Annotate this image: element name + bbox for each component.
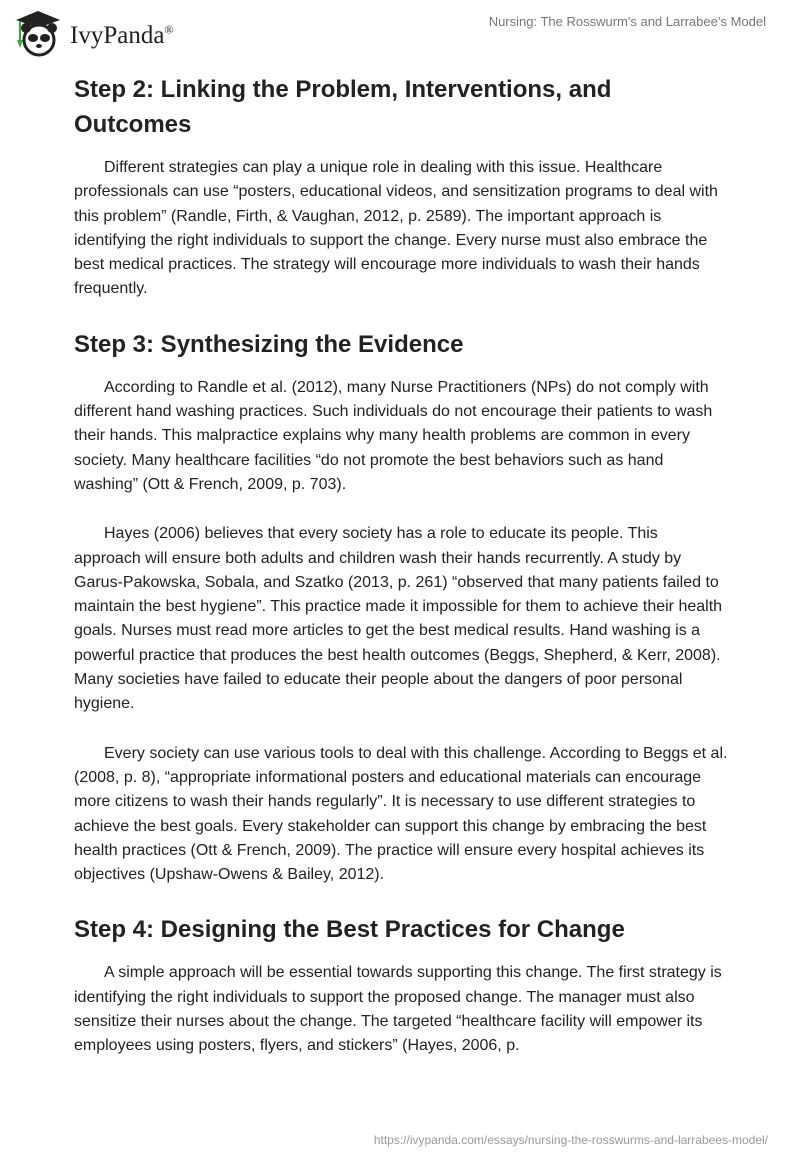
paragraph: Different strategies can play a unique role in dealing with this issue. Healthcare professionals can use “posters, educational videos, and sensitization programs to deal with this problem” (Randle, Firth, & Vaughan, 2012, p. 2589). The important approach is identifying the right individuals to support the change. Every nurse must also embrace the best medical practices. The strategy will encourage more individuals to wash their hands frequently. [74, 159, 718, 298]
paragraph: According to Randle et al. (2012), many Nurse Practitioners (NPs) do not comply with different hand washing practices. Such individuals do not encourage their patients to wash their hands. This malpractice explains why many health problems are common in every society. Many healthcare facilities “do not promote the best behaviors such as hand washing” (Ott & French, 2009, p. 703). [74, 378, 713, 493]
section-heading: Step 2: Linking the Problem, Interventions, and Outcomes [74, 76, 612, 138]
paragraph: Hayes (2006) believes that every society has a role to educate its people. This approach will ensure both adults and children wash their hands recurrently. A study by Garus-Pakowska, Sobala, and Szatko (2013, p. 261) “observed that many patients failed to maintain the best hygiene”. This practice made it impossible for them to achieve their health goals. Nurses must read more articles to get the best medical results. Hand washing is a powerful practice that produces the best health outcomes (Beggs, Shepherd, & Kerr, 2008). Many societies have failed to educate their people about the dangers of poor personal hygiene. [74, 525, 723, 713]
section-heading: Step 3: Synthesizing the Evidence [74, 330, 464, 358]
section-heading: Step 4: Designing the Best Practices for Change [74, 916, 625, 944]
logo-text: IvyPanda® [70, 22, 174, 49]
panda-graduate-icon [12, 8, 64, 58]
ivypanda-logo[interactable] [12, 8, 174, 58]
essay-content [74, 72, 728, 1084]
footer-url-link[interactable]: https://ivypanda.com/essays/nursing-the-rosswurms-and-larrabees-model/ [373, 1133, 768, 1147]
paragraph: A simple approach will be essential towards supporting this change. The first strategy is identifying the right individuals to support the proposed change. The manager must also sensitize their nurses about the change. The targeted “healthcare facility will empower its employees using posters, flyers, and stickers” (Hayes, 2006, p. [74, 964, 722, 1055]
paragraph: Every society can use various tools to deal with this challenge. According to Beggs et al. (2008, p. 8), “appropriate informational posters and educational materials can encourage more citizens to wash their hands regularly”. It is necessary to use different strategies to achieve the best goals. Every stakeholder can support this change by embracing the best health practices (Ott & French, 2009). The practice will ensure every hospital achieves its objectives (Upshaw-Owens & Bailey, 2012). [74, 744, 728, 884]
document-title: Nursing: The Rosswurm's and Larrabee’s Model [488, 14, 766, 29]
